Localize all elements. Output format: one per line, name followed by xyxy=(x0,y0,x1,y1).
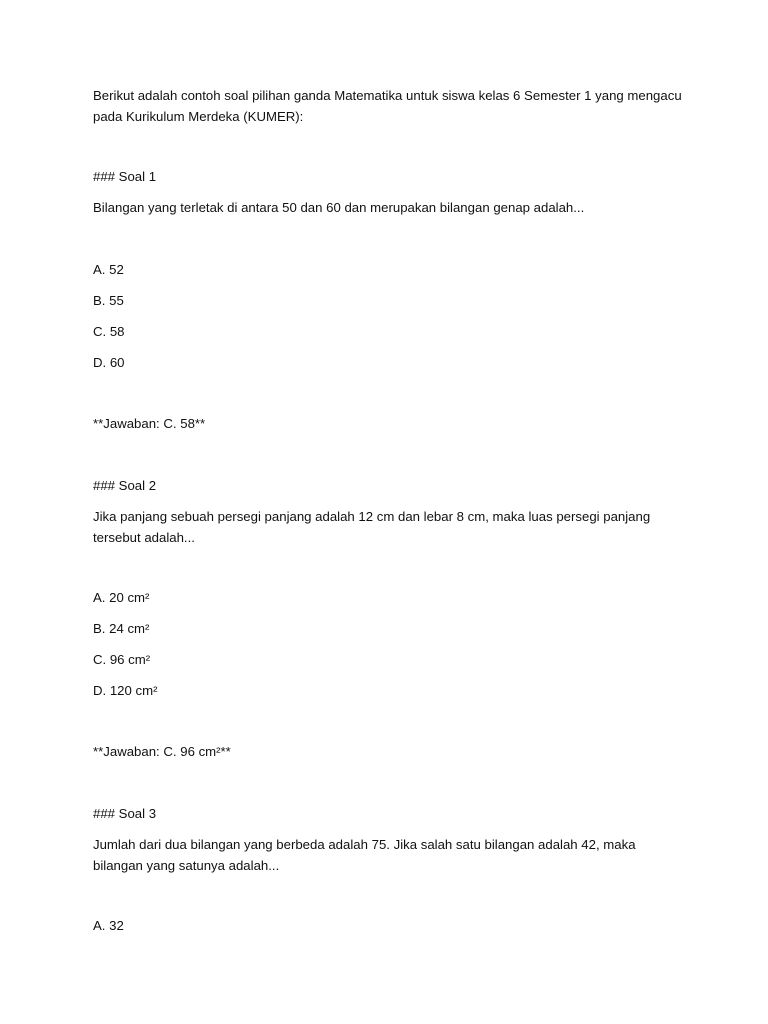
question-1-text: Bilangan yang terletak di antara 50 dan 60 dan merupakan bilangan genap adalah... xyxy=(93,200,585,215)
question-1-option-c: C. 58 xyxy=(93,324,125,339)
question-2-option-d: D. 120 cm² xyxy=(93,683,158,698)
question-2-option-c: C. 96 cm² xyxy=(93,652,151,667)
question-3-text: Jumlah dari dua bilangan yang berbeda adalah 75. Jika salah satu bilangan adalah 42, maka bilangan yang satunya adalah... xyxy=(93,837,640,873)
intro-paragraph: Berikut adalah contoh soal pilihan ganda Matematika untuk siswa kelas 6 Semester 1 yang mengacu pada Kurikulum Merdeka (KUMER): xyxy=(93,88,686,124)
question-2-option-b: B. 24 cm² xyxy=(93,621,150,636)
question-1-option-b: B. 55 xyxy=(93,293,124,308)
question-3-option-a: A. 32 xyxy=(93,918,124,933)
question-2-heading: ### Soal 2 xyxy=(93,478,157,493)
question-1-heading: ### Soal 1 xyxy=(93,169,157,184)
question-1-option-a: A. 52 xyxy=(93,262,124,277)
question-2-text: Jika panjang sebuah persegi panjang adalah 12 cm dan lebar 8 cm, maka luas persegi panjang tersebut adalah... xyxy=(93,509,654,545)
question-1-option-d: D. 60 xyxy=(93,355,125,370)
question-2-option-a: A. 20 cm² xyxy=(93,590,150,605)
question-3-heading: ### Soal 3 xyxy=(93,806,157,821)
question-2-answer: **Jawaban: C. 96 cm²** xyxy=(93,744,231,759)
question-1-answer: **Jawaban: C. 58** xyxy=(93,416,206,431)
